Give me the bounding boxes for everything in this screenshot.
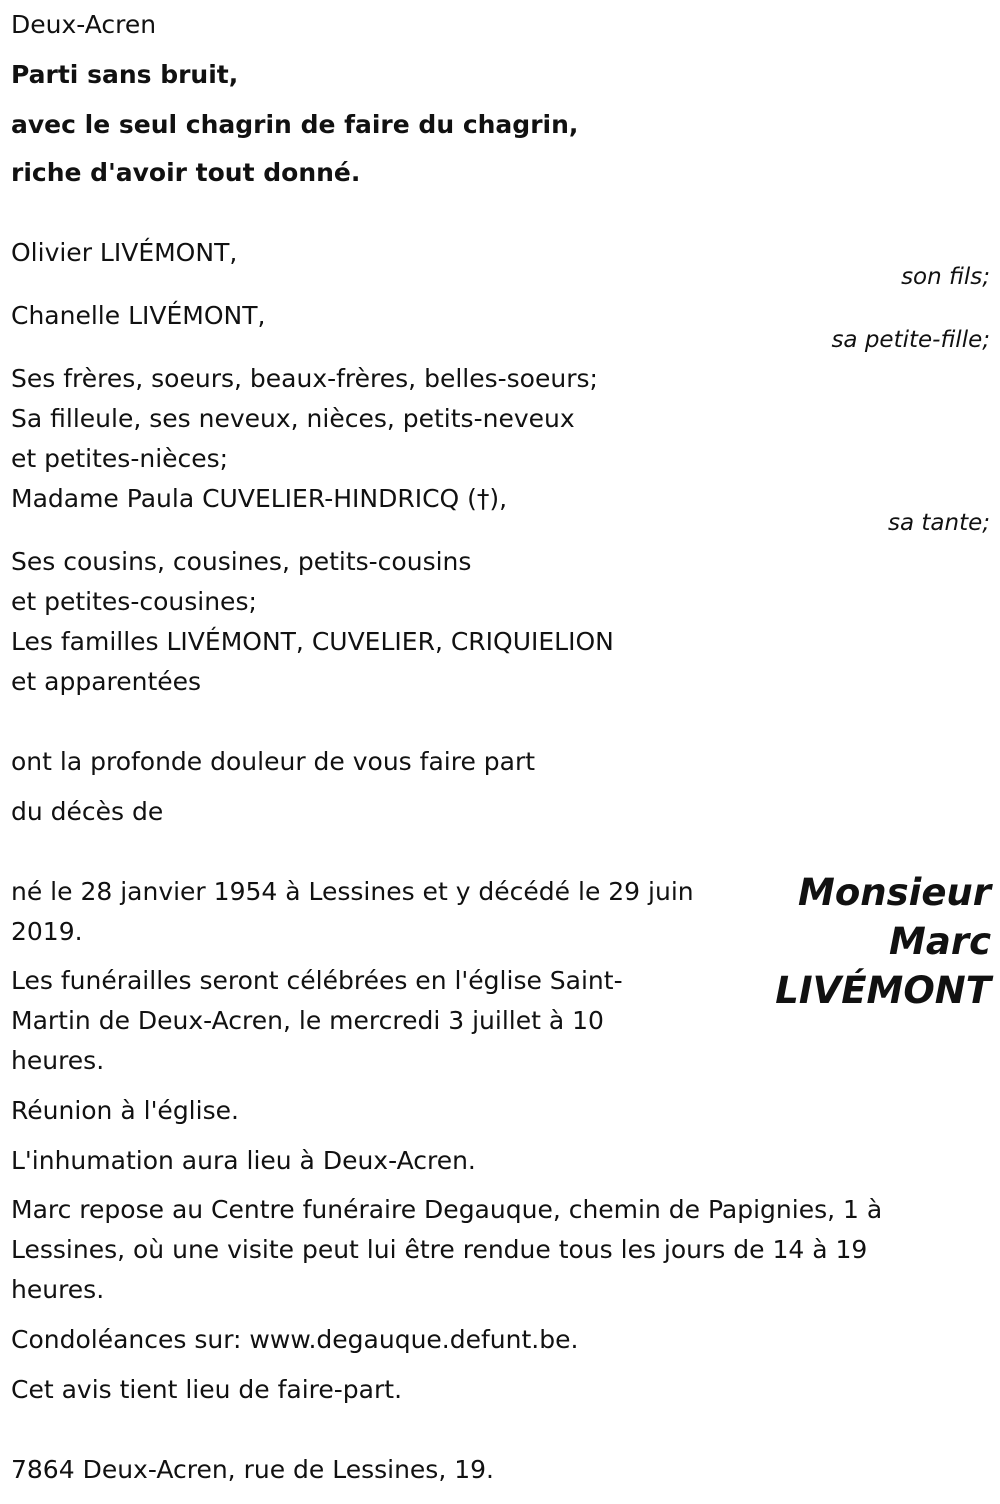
announcement-line-2: du décès de [11, 797, 164, 826]
funeral-line: Les funérailles seront célébrées en l'église Saint- [11, 966, 623, 995]
birth-death-line: 2019. [11, 917, 83, 946]
family-member-relation: son fils; [901, 264, 990, 290]
funeral-line: Martin de Deux-Acren, le mercredi 3 juillet à 10 [11, 1006, 604, 1035]
address-line: 7864 Deux-Acren, rue de Lessines, 19. [11, 1455, 494, 1484]
family-member-name: Chanelle LIVÉMONT, [11, 301, 266, 330]
burial-line: L'inhumation aura lieu à Deux-Acren. [11, 1146, 476, 1175]
reunion-line: Réunion à l'église. [11, 1096, 239, 1125]
family-member-name: Olivier LIVÉMONT, [11, 238, 238, 267]
family-line: et petites-nièces; [11, 444, 229, 473]
visit-line: Lessines, où une visite peut lui être rendue tous les jours de 14 à 19 [11, 1235, 868, 1264]
condolences-line: Condoléances sur: www.degauque.defunt.be. [11, 1325, 579, 1354]
family-line: et apparentées [11, 667, 202, 696]
deceased-first-name: Marc [889, 920, 991, 963]
family-member-relation: sa petite-fille; [831, 327, 990, 353]
deceased-title: Monsieur [798, 871, 991, 914]
announcement-line-1: ont la profonde douleur de vous faire part [11, 747, 536, 776]
deceased-last-name: LIVÉMONT [775, 969, 991, 1012]
family-line: Sa filleule, ses neveux, nièces, petits-neveux [11, 404, 575, 433]
birth-death-line: né le 28 janvier 1954 à Lessines et y décédé le 29 juin [11, 877, 694, 906]
poem-line-3: riche d'avoir tout donné. [11, 158, 361, 187]
visit-line: heures. [11, 1275, 105, 1304]
poem-line-1: Parti sans bruit, [11, 60, 239, 89]
family-line: et petites-cousines; [11, 587, 257, 616]
family-member-relation: sa tante; [888, 510, 990, 536]
poem-line-2: avec le seul chagrin de faire du chagrin, [11, 110, 579, 139]
family-line: Les familles LIVÉMONT, CUVELIER, CRIQUIELION [11, 627, 614, 656]
visit-line: Marc repose au Centre funéraire Degauque, chemin de Papignies, 1 à [11, 1195, 883, 1224]
funeral-line: heures. [11, 1046, 105, 1075]
family-line: Ses cousins, cousines, petits-cousins [11, 547, 472, 576]
family-line: Ses frères, soeurs, beaux-frères, belles-soeurs; [11, 364, 598, 393]
deceased-name [775, 868, 991, 1015]
location-header: Deux-Acren [11, 10, 157, 39]
notice-line: Cet avis tient lieu de faire-part. [11, 1375, 403, 1404]
family-member-name: Madame Paula CUVELIER-HINDRICQ (†), [11, 484, 508, 513]
